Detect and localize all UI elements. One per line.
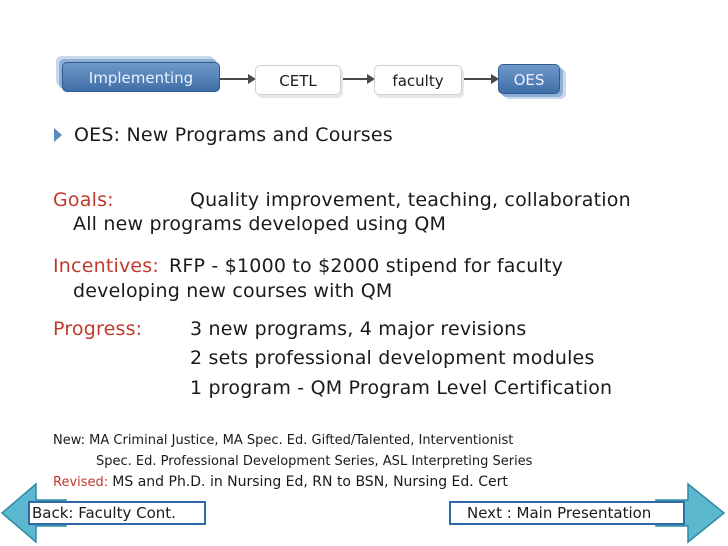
incentives-line-2: developing new courses with QM	[73, 280, 393, 302]
goals-line-2: All new programs developed using QM	[73, 213, 447, 235]
new-programs-line-1: New: MA Criminal Justice, MA Spec. Ed. Gifted/Talented, Interventionist	[53, 433, 514, 448]
goals-line-1: Quality improvement, teaching, collaboration	[190, 189, 631, 211]
flow-step-implementing[interactable]: Implementing	[62, 62, 220, 92]
revised-label: Revised:	[53, 475, 109, 490]
bullet-arrow-icon	[54, 128, 62, 142]
incentives-label: Incentives:	[53, 255, 159, 277]
flow-step-cetl[interactable]: CETL	[255, 65, 341, 95]
new-programs-line-2: Spec. Ed. Professional Development Series, ASL Interpreting Series	[96, 454, 533, 469]
progress-item: 1 program - QM Program Level Certification	[190, 377, 613, 399]
revised-text: MS and Ph.D. in Nursing Ed, RN to BSN, Nursing Ed. Cert	[112, 474, 508, 490]
goals-label: Goals:	[53, 189, 114, 211]
process-flow	[0, 0, 728, 110]
progress-item: 2 sets professional development modules	[190, 347, 595, 369]
next-button[interactable]: Next : Main Presentation	[449, 501, 685, 525]
bullet-heading: OES: New Programs and Courses	[74, 124, 393, 146]
flow-step-oes[interactable]: OES	[498, 64, 560, 94]
progress-label: Progress:	[53, 318, 143, 340]
incentives-line-1: RFP - $1000 to $2000 stipend for faculty	[169, 255, 564, 277]
flow-step-faculty[interactable]: faculty	[374, 65, 462, 95]
revised-programs-line	[53, 474, 508, 490]
flow-connectors	[0, 0, 728, 110]
progress-item: 3 new programs, 4 major revisions	[190, 318, 527, 340]
back-button[interactable]: Back: Faculty Cont.	[28, 501, 206, 525]
